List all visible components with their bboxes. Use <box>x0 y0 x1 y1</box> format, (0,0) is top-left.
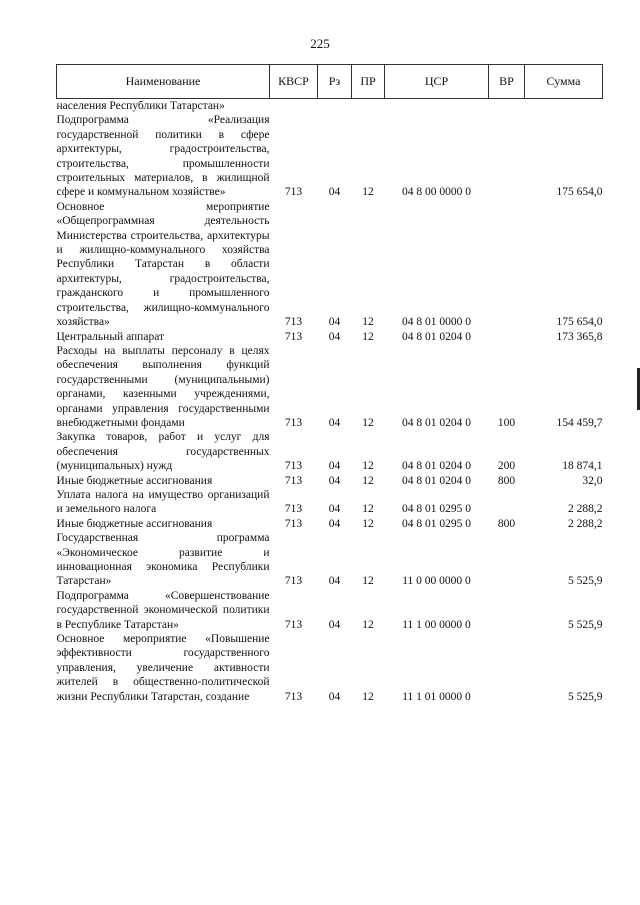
cell-sum: 154 459,7 <box>556 416 603 429</box>
table-row <box>57 200 603 330</box>
cell-kvsr: 713 <box>284 618 303 631</box>
cell-kvsr: 713 <box>284 503 303 516</box>
cell-csr: 04 8 01 0204 0 <box>402 416 471 429</box>
cell-sum: 32,0 <box>582 474 603 487</box>
table-body <box>57 99 603 705</box>
cell-csr: 04 8 00 0000 0 <box>402 186 471 199</box>
cell-name: Основное мероприятие «Общепрограммная деятельность Министерства строительства, архитектуры и жилищно-коммунального хозяйства Республики Татарстан в области архитектуры, градостроительства, гражданского и промышленного строительства, жилищно-коммунального хозяйства» <box>56 200 270 329</box>
cell-kvsr: 713 <box>284 575 303 588</box>
cell-rz <box>318 99 352 114</box>
header-csr: ЦСР <box>385 65 489 99</box>
cell-pr: 12 <box>362 186 374 199</box>
cell-vr <box>489 589 525 632</box>
cell-name: Подпрограмма «Реализация государственной политики в сфере архитектуры, градостроительства, строительства, промышленности строительных материалов, в жилищной сфере и коммунальном хозяйстве» <box>56 114 270 199</box>
cell-name: Центральный аппарат <box>56 330 165 343</box>
cell-rz: 04 <box>328 618 341 631</box>
cell-vr <box>489 330 525 344</box>
cell-name: Расходы на выплаты персоналу в целях обеспечения выполнения функций государственными (муниципальными) органами, казенными учреждениями, органами управления государственными внебюджетными фондами <box>56 344 270 429</box>
table-row <box>57 113 603 199</box>
cell-sum: 5 525,9 <box>568 618 603 631</box>
cell-kvsr: 713 <box>284 316 303 329</box>
cell-vr: 200 <box>497 460 516 473</box>
cell-pr: 12 <box>362 575 374 588</box>
cell-rz: 04 <box>328 460 341 473</box>
cell-sum: 175 654,0 <box>556 316 603 329</box>
cell-rz: 04 <box>328 316 341 329</box>
cell-csr: 04 8 01 0295 0 <box>402 517 471 530</box>
cell-kvsr: 713 <box>284 690 303 703</box>
cell-vr <box>489 488 525 517</box>
cell-csr: 11 0 00 0000 0 <box>402 575 471 588</box>
table-row <box>57 430 603 473</box>
cell-name: Закупка товаров, работ и услуг для обеспечения государственных (муниципальных) нужд <box>56 431 270 473</box>
cell-pr: 12 <box>362 416 374 429</box>
header-name: Наименование <box>57 65 270 99</box>
cell-kvsr: 713 <box>284 186 303 199</box>
cell-pr: 12 <box>362 460 374 473</box>
cell-csr: 11 1 01 0000 0 <box>402 690 471 703</box>
cell-pr <box>352 99 385 114</box>
table-row <box>57 632 603 704</box>
cell-sum: 2 288,2 <box>568 503 603 516</box>
cell-rz: 04 <box>328 474 341 487</box>
table-row <box>57 517 603 531</box>
cell-csr: 04 8 01 0204 0 <box>402 330 471 343</box>
cell-rz: 04 <box>328 690 341 703</box>
cell-vr <box>489 99 525 114</box>
table-row <box>57 344 603 430</box>
cell-pr: 12 <box>362 517 374 530</box>
table-row <box>57 330 603 344</box>
cell-pr: 12 <box>362 690 374 703</box>
cell-kvsr: 713 <box>284 330 303 343</box>
cell-vr: 800 <box>497 474 516 487</box>
cell-kvsr: 713 <box>284 474 303 487</box>
cell-rz: 04 <box>328 503 341 516</box>
cell-sum: 2 288,2 <box>568 517 603 530</box>
cell-csr <box>385 99 489 114</box>
cell-name: Основное мероприятие «Повышение эффективности государственного управления, увеличение активности жителей в общественно-политической жизни Республики Татарстан, создание <box>56 633 270 703</box>
cell-csr: 04 8 01 0204 0 <box>402 474 471 487</box>
cell-rz: 04 <box>328 575 341 588</box>
header-rz: Рз <box>318 65 352 99</box>
cell-sum: 18 874,1 <box>562 460 603 473</box>
cell-vr <box>489 531 525 589</box>
cell-rz: 04 <box>328 416 341 429</box>
cell-sum: 175 654,0 <box>556 186 603 199</box>
cell-vr <box>489 113 525 199</box>
cell-csr: 04 8 01 0204 0 <box>402 460 471 473</box>
cell-vr <box>489 200 525 330</box>
cell-vr <box>489 632 525 704</box>
cell-csr: 04 8 01 0000 0 <box>402 316 471 329</box>
cell-pr: 12 <box>362 316 374 329</box>
cell-name: Подпрограмма «Совершенствование государственной экономической политики в Республике Татарстан» <box>56 589 270 631</box>
cell-rz: 04 <box>328 186 341 199</box>
cell-sum: 5 525,9 <box>568 575 603 588</box>
table-row <box>57 531 603 589</box>
cell-pr: 12 <box>362 618 374 631</box>
header-pr: ПР <box>352 65 385 99</box>
cell-rz: 04 <box>328 330 341 343</box>
cell-kvsr: 713 <box>284 460 303 473</box>
cell-csr: 04 8 01 0295 0 <box>402 503 471 516</box>
cell-kvsr: 713 <box>284 416 303 429</box>
cell-sum: 173 365,8 <box>556 330 603 343</box>
table-row <box>57 488 603 517</box>
cell-vr: 800 <box>497 517 516 530</box>
cell-vr: 100 <box>497 416 516 429</box>
page-number: 225 <box>310 36 330 51</box>
table-row <box>57 474 603 488</box>
cell-sum: 5 525,9 <box>568 690 603 703</box>
table-row <box>57 589 603 632</box>
cell-pr: 12 <box>362 503 374 516</box>
budget-table <box>56 64 603 704</box>
cell-kvsr: 713 <box>284 517 303 530</box>
cell-csr: 11 1 00 0000 0 <box>402 618 471 631</box>
cell-name: населения Республики Татарстан» <box>56 100 225 112</box>
cell-kvsr <box>270 99 318 114</box>
cell-pr: 12 <box>362 474 374 487</box>
table-row <box>57 99 603 114</box>
table-header-row <box>57 65 603 99</box>
header-sum: Сумма <box>525 65 603 99</box>
header-vr: ВР <box>489 65 525 99</box>
cell-rz: 04 <box>328 517 341 530</box>
cell-pr: 12 <box>362 330 374 343</box>
cell-name: Иные бюджетные ассигнования <box>56 474 213 487</box>
header-kvsr: КВСР <box>270 65 318 99</box>
cell-name: Иные бюджетные ассигнования <box>56 517 213 530</box>
cell-name: Уплата налога на имущество организаций и земельного налога <box>56 488 270 516</box>
cell-sum <box>525 99 603 114</box>
cell-name: Государственная программа «Экономическое развитие и инновационная экономика Республики Татарстан» <box>56 532 270 588</box>
